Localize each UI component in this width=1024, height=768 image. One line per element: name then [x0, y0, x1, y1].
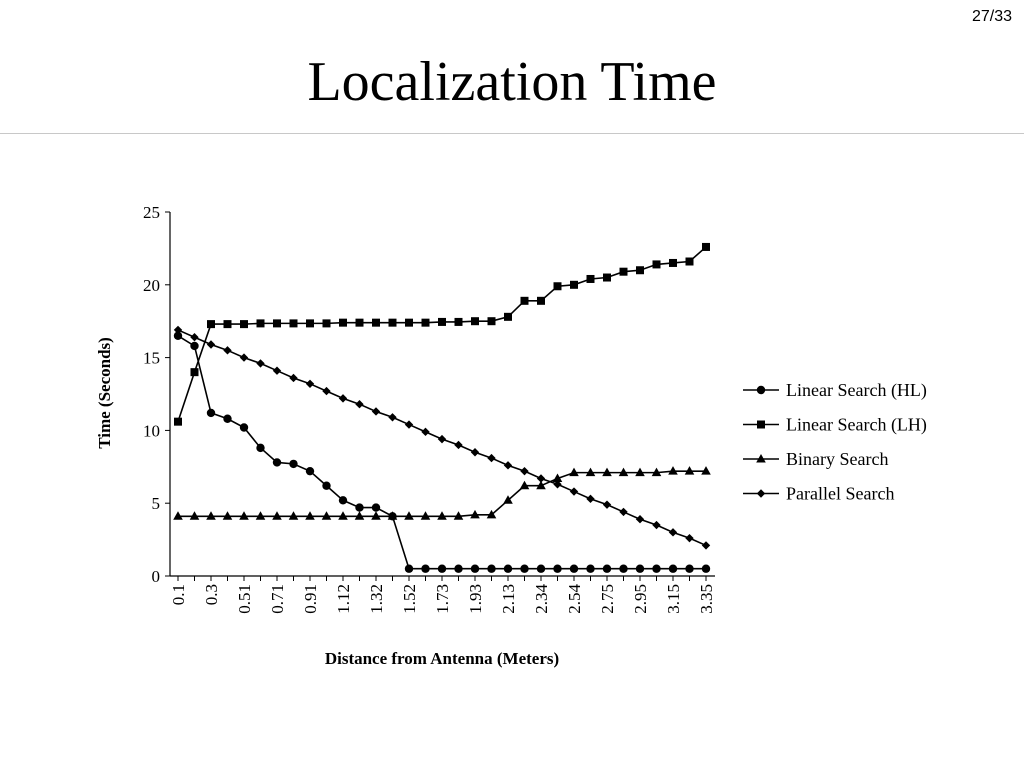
data-point-diamond [471, 448, 479, 456]
data-point-circle [240, 423, 248, 431]
data-point-circle [652, 565, 660, 573]
data-point-square [455, 318, 463, 326]
data-point-diamond [273, 367, 281, 375]
x-axis-title: Distance from Antenna (Meters) [324, 649, 560, 668]
x-tick-label: 2.75 [598, 584, 617, 614]
x-tick-label: 2.34 [532, 584, 551, 614]
data-point-diamond [504, 461, 512, 469]
y-axis-title: Time (Seconds) [95, 337, 114, 449]
data-point-circle [487, 565, 495, 573]
data-point-square [306, 319, 314, 327]
data-point-square [257, 319, 265, 327]
chart-legend [743, 380, 927, 504]
data-point-diamond [322, 387, 330, 395]
y-axis-ticks [143, 203, 170, 586]
data-point-circle [223, 415, 231, 423]
data-point-circle [586, 565, 594, 573]
data-point-circle [504, 565, 512, 573]
chart-axes [170, 212, 715, 576]
data-point-square [702, 243, 710, 251]
legend-item [743, 415, 927, 436]
data-point-square [636, 266, 644, 274]
data-point-circle [471, 565, 479, 573]
data-point-circle [636, 565, 644, 573]
x-tick-label: 1.52 [400, 584, 419, 614]
data-point-circle [355, 503, 363, 511]
x-tick-label: 2.95 [631, 584, 650, 614]
data-point-diamond [339, 394, 347, 402]
data-point-diamond [685, 534, 693, 542]
data-point-diamond [636, 515, 644, 523]
data-point-circle [520, 565, 528, 573]
series-binary-search [173, 466, 711, 520]
data-point-diamond [355, 400, 363, 408]
data-point-square [603, 274, 611, 282]
data-point-square [438, 318, 446, 326]
data-point-circle [190, 342, 198, 350]
data-point-square [471, 317, 479, 325]
data-point-diamond [586, 495, 594, 503]
data-point-diamond [207, 340, 215, 348]
data-point-circle [454, 565, 462, 573]
series-linear-search-lh [174, 243, 710, 426]
data-point-diamond [454, 441, 462, 449]
data-point-square [686, 258, 694, 266]
data-point-circle [685, 565, 693, 573]
data-point-square [488, 317, 496, 325]
data-point-diamond [487, 454, 495, 462]
data-point-circle [256, 444, 264, 452]
data-point-square [339, 319, 347, 327]
data-point-circle [405, 565, 413, 573]
data-point-circle [553, 565, 561, 573]
data-point-diamond [421, 428, 429, 436]
data-point-circle [669, 565, 677, 573]
legend-marker-circle [757, 386, 765, 394]
data-point-circle [339, 496, 347, 504]
series-layer [173, 243, 711, 573]
data-point-diamond [372, 407, 380, 415]
data-point-square [290, 319, 298, 327]
x-tick-label: 0.71 [268, 584, 287, 614]
x-tick-label: 1.73 [433, 584, 452, 614]
data-point-square [620, 268, 628, 276]
x-tick-label: 0.91 [301, 584, 320, 614]
data-point-diamond [570, 487, 578, 495]
data-point-diamond [537, 474, 545, 482]
data-point-square [389, 319, 397, 327]
data-point-diamond [289, 374, 297, 382]
y-tick-label: 25 [143, 203, 160, 222]
legend-label: Parallel Search [786, 483, 895, 504]
x-tick-label: 3.35 [697, 584, 716, 614]
y-tick-label: 10 [143, 421, 160, 441]
data-point-diamond [256, 359, 264, 367]
data-point-diamond [702, 541, 710, 549]
data-point-square [504, 313, 512, 321]
x-tick-label: 1.93 [466, 584, 485, 614]
data-point-circle [421, 565, 429, 573]
data-point-square [669, 259, 677, 267]
y-tick-label: 5 [151, 494, 160, 514]
legend-marker-square [757, 421, 765, 429]
data-point-diamond [652, 521, 660, 529]
x-tick-label: 1.32 [367, 584, 386, 614]
data-point-diamond [669, 528, 677, 536]
x-axis-ticks [169, 576, 716, 614]
data-point-square [174, 418, 182, 426]
data-point-square [405, 319, 413, 327]
legend-item [743, 449, 888, 469]
data-point-circle [207, 409, 215, 417]
data-point-circle [289, 460, 297, 468]
legend-marker-diamond [757, 489, 765, 497]
slide-title: Localization Time [307, 51, 717, 113]
data-point-square [224, 320, 232, 328]
data-point-diamond [603, 500, 611, 508]
data-point-square [537, 297, 545, 305]
y-tick-label: 0 [151, 567, 160, 586]
data-point-circle [372, 503, 380, 511]
data-point-square [521, 297, 529, 305]
data-point-circle [603, 565, 611, 573]
data-point-circle [306, 467, 314, 475]
x-tick-label: 2.54 [565, 584, 584, 614]
legend-label: Linear Search (HL) [786, 380, 927, 400]
data-point-square [570, 281, 578, 289]
data-point-square [191, 368, 199, 376]
legend-label: Binary Search [786, 449, 889, 469]
slide-number: 27/33 [971, 8, 1012, 25]
series-line [178, 471, 706, 516]
y-tick-label: 20 [143, 275, 160, 295]
x-tick-label: 0.3 [202, 584, 221, 606]
data-point-square [273, 319, 281, 327]
x-tick-label: 1.12 [334, 584, 353, 614]
data-point-diamond [190, 333, 198, 341]
data-point-square [240, 320, 248, 328]
legend-label: Linear Search (LH) [786, 414, 927, 435]
data-point-square [207, 320, 215, 328]
data-point-circle [570, 565, 578, 573]
data-point-diamond [438, 435, 446, 443]
data-point-diamond [306, 380, 314, 388]
legend-item [743, 380, 927, 401]
data-point-square [554, 282, 562, 290]
data-point-diamond [388, 413, 396, 421]
data-point-square [372, 319, 380, 327]
data-point-square [356, 319, 364, 327]
data-point-square [323, 319, 331, 327]
data-point-circle [702, 565, 710, 573]
data-point-circle [273, 458, 281, 466]
x-tick-label: 0.51 [235, 584, 254, 614]
data-point-circle [438, 565, 446, 573]
data-point-square [653, 260, 661, 268]
data-point-diamond [619, 508, 627, 516]
x-tick-label: 0.1 [169, 584, 188, 606]
data-point-diamond [405, 420, 413, 428]
data-point-diamond [223, 346, 231, 354]
legend-item [743, 484, 894, 504]
series-line [178, 336, 706, 569]
data-point-diamond [520, 467, 528, 475]
data-point-circle [537, 565, 545, 573]
x-tick-label: 2.13 [499, 584, 518, 614]
x-tick-label: 3.15 [664, 584, 683, 614]
data-point-square [422, 319, 430, 327]
data-point-square [587, 275, 595, 283]
data-point-diamond [240, 353, 248, 361]
data-point-circle [322, 482, 330, 490]
data-point-circle [619, 565, 627, 573]
series-linear-search-hl [174, 332, 710, 573]
y-tick-label: 15 [143, 348, 160, 368]
